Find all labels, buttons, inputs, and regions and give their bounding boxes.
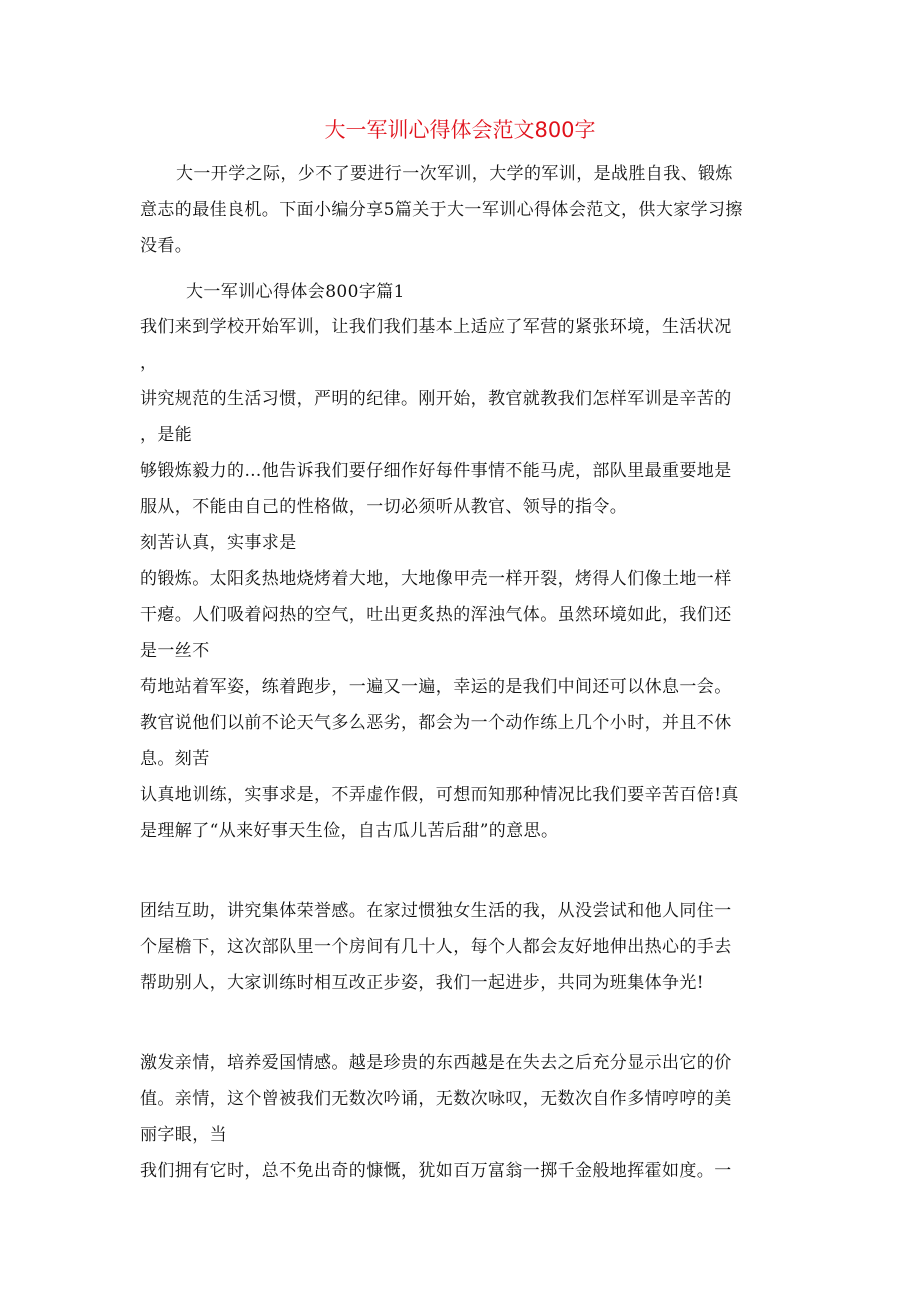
body-line: 是理解了“从来好事天生俭，自古瓜儿苦后甜”的意思。 <box>140 821 559 841</box>
body-line: 我们拥有它时，总不免出奇的慷慨，犹如百万富翁一掷千金般地挥霍如度。一 <box>140 1161 732 1181</box>
body-line: 的锻炼。太阳炙热地烧烤着大地，大地像甲壳一样开裂，烤得人们像土地一样 <box>140 569 732 589</box>
body-line: 是一丝不 <box>140 641 210 661</box>
body-line: 教官说他们以前不论天气多么恶劣，都会为一个动作练上几个小时，并且不休 <box>140 713 732 733</box>
body-line: 干瘪。人们吸着闷热的空气，吐出更炙热的浑浊气体。虽然环境如此，我们还 <box>140 605 732 625</box>
body-line: 帮助别人，大家训练时相互改正步姿，我们一起进步，共同为班集体争光! <box>140 973 705 993</box>
intro-line: 意志的最佳良机。下面小编分享5篇关于大一军训心得体会范文，供大家学习擦 <box>140 200 743 220</box>
body-line: 够锻炼毅力的…他告诉我们要仔细作好每件事情不能马虎，部队里最重要地是 <box>140 461 732 481</box>
body-line: 个屋檐下，这次部队里一个房间有几十人，每个人都会友好地伸出热心的手去 <box>140 937 732 957</box>
body-line: ， <box>140 353 158 373</box>
body-line: 息。刻苦 <box>140 749 210 769</box>
body-line: 讲究规范的生活习惯，严明的纪律。刚开始，教官就教我们怎样军训是辛苦的 <box>140 389 732 409</box>
body-line: ，是能 <box>140 425 193 445</box>
body-line: 激发亲情，培养爱国情感。越是珍贵的东西越是在失去之后充分显示出它的价 <box>140 1053 732 1073</box>
body-line: 团结互助，讲究集体荣誉感。在家过惯独女生活的我，从没尝试和他人同住一 <box>140 901 732 921</box>
body-line: 丽字眼，当 <box>140 1125 227 1145</box>
body-line: 认真地训练，实事求是，不弄虚作假，可想而知那种情况比我们要辛苦百倍!真 <box>140 785 739 805</box>
body-line: 服从，不能由自己的性格做，一切必须听从教官、领导的指令。 <box>140 497 628 517</box>
body-line: 刻苦认真，实事求是 <box>140 533 297 553</box>
body-line: 我们来到学校开始军训，让我们我们基本上适应了军营的紧张环境，生活状况 <box>140 317 732 337</box>
document-title: 大一军训心得体会范文800字 <box>324 118 596 142</box>
body-line: 苟地站着军姿，练着跑步，一遍又一遍，幸运的是我们中间还可以休息一会。 <box>140 677 732 697</box>
intro-line: 没看。 <box>140 236 193 256</box>
intro-line: 大一开学之际，少不了要进行一次军训，大学的军训，是战胜自我、锻炼 <box>176 164 733 184</box>
body-line: 值。亲情，这个曾被我们无数次吟诵，无数次咏叹，无数次自作多情哼哼的美 <box>140 1089 732 1109</box>
section-heading: 大一军训心得体会800字篇1 <box>186 282 405 302</box>
